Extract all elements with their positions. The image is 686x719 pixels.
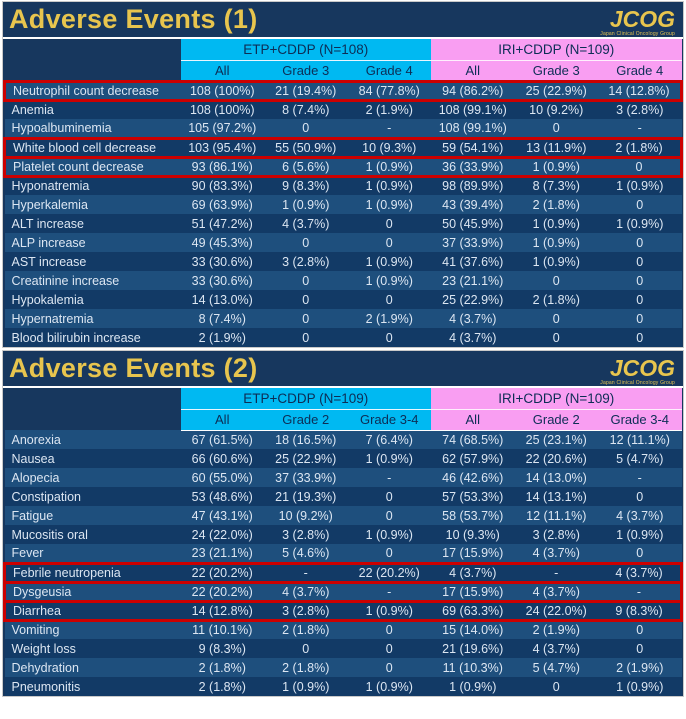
adverse-event-label: AST increase (11, 254, 87, 269)
adverse-events-table-2 (3, 388, 683, 696)
value-cell: 0 (636, 545, 644, 560)
adverse-event-label: Nausea (11, 451, 55, 466)
value-cell: 69 (63.9%) (191, 197, 253, 212)
value-cell: 21 (19.3%) (275, 489, 337, 504)
value-cell: 25 (23.1%) (525, 432, 587, 447)
value-cell: 0 (636, 641, 644, 656)
value-cell: 1 (0.9%) (365, 197, 413, 212)
value-cell: 5 (4.7%) (616, 451, 664, 466)
value-cell: 0 (385, 489, 393, 504)
value-cell: 1 (0.9%) (616, 679, 664, 694)
value-cell: 108 (100%) (189, 103, 255, 118)
value-cell: 1 (0.9%) (282, 679, 330, 694)
table-row (5, 176, 682, 195)
value-cell: 2 (1.8%) (198, 679, 246, 694)
value-cell: 0 (385, 235, 393, 250)
value-cell: 0 (302, 311, 310, 326)
value-cell: 17 (15.9%) (431, 582, 515, 601)
slide-2-title: Adverse Events (2) (9, 353, 258, 383)
table-row (5, 468, 682, 487)
adverse-event-label: Creatinine increase (11, 273, 120, 288)
value-cell: 17 (15.9%) (442, 545, 504, 560)
table-row (5, 449, 682, 468)
value-cell: 14 (13.0%) (525, 470, 587, 485)
value-cell: 0 (385, 660, 393, 675)
value-cell: 22 (20.2%) (181, 582, 265, 601)
value-cell: 1 (0.9%) (532, 254, 580, 269)
value-cell: 1 (0.9%) (365, 527, 413, 542)
table-row (5, 119, 682, 138)
adverse-event-label: Blood bilirubin increase (11, 330, 141, 345)
value-cell: 108 (100%) (181, 81, 265, 100)
value-cell: 46 (42.6%) (442, 470, 504, 485)
value-cell: 90 (83.3%) (191, 179, 253, 194)
value-cell: 37 (33.9%) (442, 235, 504, 250)
jcog-logo (600, 352, 675, 386)
value-cell: 66 (60.6%) (191, 451, 253, 466)
table-row (5, 81, 682, 100)
value-cell: 93 (86.1%) (181, 157, 265, 176)
slide-1-title: Adverse Events (1) (9, 4, 258, 34)
value-cell: 0 (552, 330, 560, 345)
column-header: Grade 4 (348, 60, 432, 81)
value-cell: 10 (9.3%) (348, 138, 432, 157)
adverse-event-label: Mucositis oral (11, 527, 88, 542)
value-cell: 1 (0.9%) (365, 679, 413, 694)
value-cell: 9 (8.3%) (198, 641, 246, 656)
adverse-event-label: Neutrophil count decrease (5, 81, 181, 100)
table-row (5, 138, 682, 157)
adverse-event-label: Hypokalemia (11, 292, 84, 307)
value-cell: 3 (2.8%) (616, 103, 664, 118)
value-cell: 1 (0.9%) (449, 679, 497, 694)
value-cell: 22 (20.6%) (525, 451, 587, 466)
value-cell: 10 (9.3%) (445, 527, 500, 542)
value-cell: 3 (2.8%) (532, 527, 580, 542)
value-cell: 1 (0.9%) (616, 179, 664, 194)
table-row (5, 271, 682, 290)
group-header-etp-cddp: ETP+CDDP (N=109) (181, 388, 432, 409)
adverse-event-label: Hypoalbuminemia (11, 120, 112, 135)
adverse-event-label: Weight loss (11, 641, 76, 656)
adverse-event-label: Constipation (11, 489, 81, 504)
header-spacer-cell (5, 409, 181, 430)
value-cell: 0 (385, 623, 393, 638)
value-cell: 4 (3.7%) (449, 311, 497, 326)
value-cell: 21 (19.4%) (264, 81, 348, 100)
value-cell: 22 (20.2%) (181, 563, 265, 582)
value-cell: 0 (636, 273, 644, 288)
value-cell: 1 (0.9%) (616, 216, 664, 231)
table-row (5, 195, 682, 214)
value-cell: 0 (636, 623, 644, 638)
value-cell: 0 (385, 330, 393, 345)
column-header: Grade 2 (515, 409, 599, 430)
table-row (5, 639, 682, 658)
value-cell: 10 (9.2%) (278, 508, 333, 523)
value-cell: 0 (302, 641, 310, 656)
value-cell: 2 (1.8%) (198, 660, 246, 675)
value-cell: 9 (8.3%) (598, 601, 682, 620)
group-header-row (5, 388, 682, 409)
jcog-logo-caption: Japan Clinical Oncology Group (600, 379, 675, 386)
value-cell: 43 (39.4%) (442, 197, 504, 212)
value-cell: 14 (12.8%) (598, 81, 682, 100)
value-cell: 0 (302, 330, 310, 345)
value-cell: 0 (385, 545, 393, 560)
value-cell: 4 (3.7%) (532, 641, 580, 656)
column-header: Grade 2 (264, 409, 348, 430)
adverse-event-label: Hyponatremia (11, 179, 90, 194)
value-cell: 0 (302, 120, 310, 135)
value-cell: 0 (636, 311, 644, 326)
value-cell: 59 (54.1%) (431, 138, 515, 157)
value-cell: 10 (9.2%) (529, 103, 584, 118)
value-cell: 0 (552, 273, 560, 288)
adverse-event-label: ALT increase (11, 216, 84, 231)
slide-2-titlebar (3, 351, 683, 388)
value-cell: 0 (636, 489, 644, 504)
table-row (5, 544, 682, 563)
value-cell: 67 (61.5%) (191, 432, 253, 447)
value-cell: 51 (47.2%) (191, 216, 253, 231)
value-cell: 11 (10.1%) (192, 623, 253, 638)
slide-adverse-events-2 (2, 350, 684, 697)
value-cell: 57 (53.3%) (442, 489, 504, 504)
value-cell: 4 (3.7%) (515, 582, 599, 601)
table-row (5, 677, 682, 696)
value-cell: 49 (45.3%) (191, 235, 253, 250)
value-cell: 25 (22.9%) (275, 451, 337, 466)
value-cell: 2 (1.8%) (532, 197, 580, 212)
value-cell: 2 (1.8%) (598, 138, 682, 157)
adverse-event-label: Dehydration (11, 660, 79, 675)
value-cell: 4 (3.7%) (449, 330, 497, 345)
group-header-row (5, 39, 682, 60)
value-cell: 3 (2.8%) (282, 254, 330, 269)
value-cell: 1 (0.9%) (365, 179, 413, 194)
value-cell: 2 (1.9%) (365, 311, 413, 326)
value-cell: 23 (21.1%) (191, 545, 253, 560)
column-header: All (431, 60, 515, 81)
adverse-event-label: Hypernatremia (11, 311, 94, 326)
column-header: Grade 3 (264, 60, 348, 81)
value-cell: 62 (57.9%) (442, 451, 504, 466)
value-cell: 0 (552, 311, 560, 326)
value-cell: 21 (19.6%) (442, 641, 504, 656)
value-cell: 1 (0.9%) (282, 197, 330, 212)
value-cell: 1 (0.9%) (365, 254, 413, 269)
table-row (5, 157, 682, 176)
value-cell: 108 (99.1%) (438, 120, 507, 135)
value-cell: 4 (3.7%) (264, 582, 348, 601)
header-spacer-cell (5, 60, 181, 81)
value-cell: - (637, 470, 642, 485)
value-cell: 24 (22.0%) (515, 601, 599, 620)
value-cell: 4 (3.7%) (282, 216, 330, 231)
value-cell: 0 (598, 157, 682, 176)
value-cell: 47 (43.1%) (191, 508, 253, 523)
value-cell: 1 (0.9%) (348, 157, 432, 176)
value-cell: 8 (7.4%) (198, 311, 246, 326)
column-header: Grade 3-4 (598, 409, 682, 430)
value-cell: 2 (1.8%) (282, 660, 330, 675)
value-cell: 58 (53.7%) (442, 508, 504, 523)
value-cell: 74 (68.5%) (442, 432, 504, 447)
adverse-event-label: Anemia (11, 103, 54, 118)
value-cell: 4 (3.7%) (598, 563, 682, 582)
group-header-etp-cddp: ETP+CDDP (N=108) (181, 39, 432, 60)
value-cell: 2 (1.9%) (365, 103, 413, 118)
value-cell: 4 (3.7%) (532, 545, 580, 560)
adverse-event-label: Pneumonitis (11, 679, 81, 694)
value-cell: 69 (63.3%) (431, 601, 515, 620)
value-cell: 2 (1.9%) (532, 623, 580, 638)
value-cell: 0 (302, 273, 310, 288)
value-cell: 25 (22.9%) (515, 81, 599, 100)
header-spacer-cell (5, 388, 181, 409)
value-cell: 1 (0.9%) (348, 601, 432, 620)
column-header-row (5, 60, 682, 81)
value-cell: 3 (2.8%) (282, 527, 330, 542)
value-cell: 1 (0.9%) (515, 157, 599, 176)
value-cell: - (387, 120, 392, 135)
value-cell: 0 (636, 254, 644, 269)
jcog-logo (600, 3, 675, 37)
table-row (5, 620, 682, 639)
value-cell: - (387, 470, 392, 485)
header-spacer-cell (5, 39, 181, 60)
table-row (5, 487, 682, 506)
value-cell: 12 (11.1%) (526, 508, 587, 523)
table-row (5, 506, 682, 525)
value-cell: 0 (385, 292, 393, 307)
value-cell: 14 (13.0%) (191, 292, 253, 307)
value-cell: 33 (30.6%) (191, 254, 253, 269)
table-row (5, 100, 682, 119)
value-cell: 14 (12.8%) (181, 601, 265, 620)
value-cell: 0 (552, 679, 560, 694)
column-header: Grade 4 (598, 60, 682, 81)
value-cell: 0 (385, 216, 393, 231)
value-cell: 0 (302, 292, 310, 307)
value-cell: 9 (8.3%) (282, 179, 330, 194)
adverse-event-label: Vomiting (11, 623, 60, 638)
value-cell: 84 (77.8%) (348, 81, 432, 100)
value-cell: - (637, 120, 642, 135)
value-cell: 5 (4.7%) (532, 660, 580, 675)
adverse-event-label: Hyperkalemia (11, 197, 88, 212)
value-cell: 0 (385, 508, 393, 523)
value-cell: 103 (95.4%) (181, 138, 265, 157)
value-cell: - (264, 563, 348, 582)
adverse-event-label: ALP increase (11, 235, 86, 250)
adverse-event-label: Diarrhea (5, 601, 181, 620)
value-cell: - (348, 582, 432, 601)
table-row (5, 525, 682, 544)
value-cell: 23 (21.1%) (442, 273, 504, 288)
jcog-logo-text: JCOG (609, 5, 675, 32)
column-header-row (5, 409, 682, 430)
adverse-event-label: Alopecia (11, 470, 60, 485)
group-header-iri-cddp: IRI+CDDP (N=109) (431, 39, 682, 60)
value-cell: 12 (11.1%) (609, 432, 670, 447)
value-cell: 98 (89.9%) (442, 179, 504, 194)
value-cell: 2 (1.9%) (198, 330, 246, 345)
adverse-event-label: Anorexia (11, 432, 61, 447)
adverse-event-label: Dysgeusia (5, 582, 181, 601)
value-cell: 37 (33.9%) (275, 470, 337, 485)
table-row (5, 252, 682, 271)
value-cell: 14 (13.1%) (525, 489, 587, 504)
table-row (5, 328, 682, 347)
table-row (5, 658, 682, 677)
table-row (5, 563, 682, 582)
value-cell: 2 (1.9%) (616, 660, 664, 675)
value-cell: 50 (45.9%) (442, 216, 504, 231)
column-header: Grade 3-4 (348, 409, 432, 430)
adverse-event-label: White blood cell decrease (5, 138, 181, 157)
value-cell: 1 (0.9%) (365, 273, 413, 288)
value-cell: 1 (0.9%) (616, 527, 664, 542)
value-cell: 1 (0.9%) (365, 451, 413, 466)
value-cell: 1 (0.9%) (532, 235, 580, 250)
value-cell: 3 (2.8%) (264, 601, 348, 620)
value-cell: 0 (552, 120, 560, 135)
adverse-event-label: Fever (11, 545, 44, 560)
value-cell: 15 (14.0%) (442, 623, 504, 638)
value-cell: 0 (302, 235, 310, 250)
table-row (5, 582, 682, 601)
slide-adverse-events-1 (2, 1, 684, 348)
table-row (5, 214, 682, 233)
value-cell: 6 (5.6%) (264, 157, 348, 176)
value-cell: 0 (385, 641, 393, 656)
value-cell: 0 (636, 330, 644, 345)
table-row (5, 290, 682, 309)
value-cell: 11 (10.3%) (442, 660, 503, 675)
adverse-events-table-1 (3, 39, 683, 347)
table-row (5, 309, 682, 328)
adverse-event-label: Platelet count decrease (5, 157, 181, 176)
value-cell: 25 (22.9%) (442, 292, 504, 307)
adverse-event-label: Fatigue (11, 508, 54, 523)
value-cell: 4 (3.7%) (431, 563, 515, 582)
value-cell: 1 (0.9%) (532, 216, 580, 231)
value-cell: 53 (48.6%) (191, 489, 253, 504)
slide-1-titlebar (3, 2, 683, 39)
value-cell: 41 (37.6%) (442, 254, 504, 269)
value-cell: 2 (1.8%) (282, 623, 330, 638)
value-cell: 8 (7.4%) (282, 103, 330, 118)
value-cell: 105 (97.2%) (188, 120, 257, 135)
column-header: All (181, 60, 265, 81)
table-row (5, 601, 682, 620)
value-cell: 22 (20.2%) (348, 563, 432, 582)
value-cell: 108 (99.1%) (438, 103, 507, 118)
value-cell: 13 (11.9%) (515, 138, 599, 157)
jcog-logo-text: JCOG (609, 354, 675, 381)
value-cell: 2 (1.8%) (532, 292, 580, 307)
column-header: All (181, 409, 265, 430)
value-cell: 33 (30.6%) (191, 273, 253, 288)
value-cell: 4 (3.7%) (616, 508, 664, 523)
value-cell: 24 (22.0%) (191, 527, 253, 542)
value-cell: 55 (50.9%) (264, 138, 348, 157)
value-cell: 8 (7.3%) (532, 179, 580, 194)
value-cell: 0 (636, 235, 644, 250)
adverse-event-label: Febrile neutropenia (5, 563, 181, 582)
jcog-logo-caption: Japan Clinical Oncology Group (600, 30, 675, 37)
value-cell: 36 (33.9%) (431, 157, 515, 176)
value-cell: 94 (86.2%) (431, 81, 515, 100)
value-cell: 7 (6.4%) (365, 432, 413, 447)
group-header-iri-cddp: IRI+CDDP (N=109) (431, 388, 682, 409)
value-cell: 0 (636, 197, 644, 212)
value-cell: 18 (16.5%) (275, 432, 337, 447)
value-cell: 5 (4.6%) (282, 545, 330, 560)
value-cell: - (598, 582, 682, 601)
value-cell: 60 (55.0%) (191, 470, 253, 485)
column-header: Grade 3 (515, 60, 599, 81)
table-row (5, 430, 682, 449)
value-cell: - (515, 563, 599, 582)
column-header: All (431, 409, 515, 430)
value-cell: 0 (636, 292, 644, 307)
table-row (5, 233, 682, 252)
